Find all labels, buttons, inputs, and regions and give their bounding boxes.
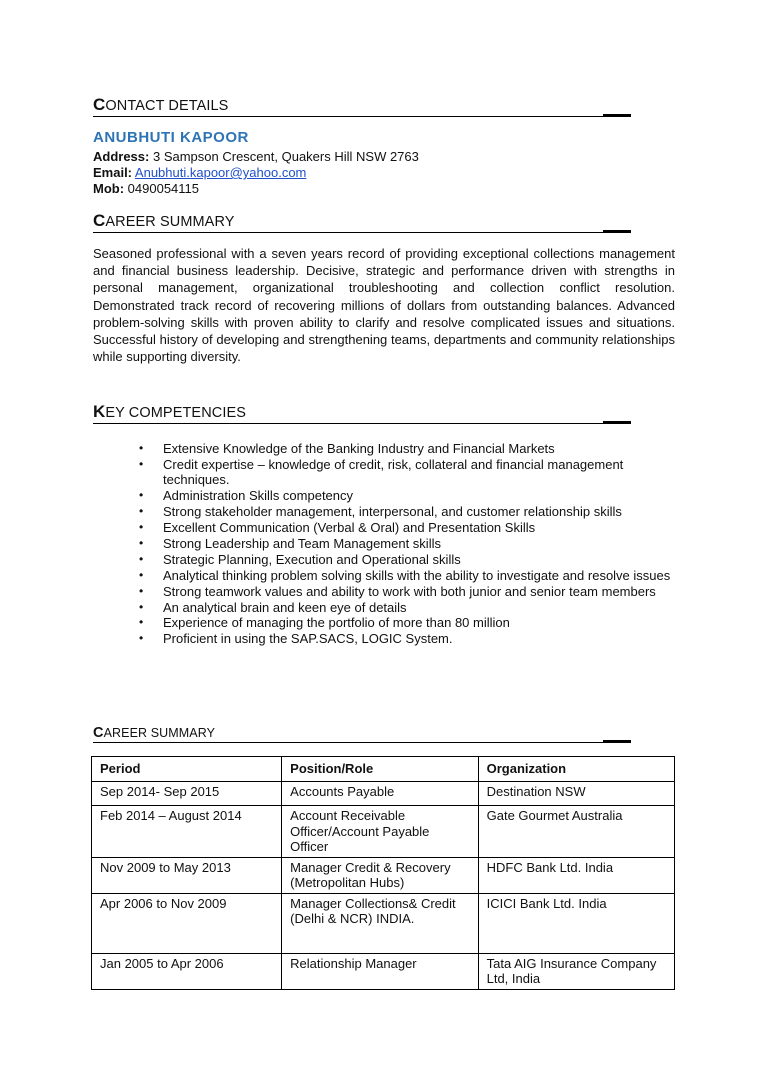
- table-row: [92, 806, 675, 858]
- list-item: • Strong teamwork values and ability to work with both junior and senior team members: [136, 584, 676, 599]
- table-header-row: [92, 757, 675, 782]
- column-header-position: Position/Role: [282, 757, 478, 782]
- address-line: Address: 3 Sampson Crescent, Quakers Hill NSW 2763: [93, 149, 419, 164]
- period-cell: Feb 2014 – August 2014: [92, 806, 282, 858]
- list-item: • Strong Leadership and Team Management skills: [136, 536, 676, 551]
- list-item: • Credit expertise – knowledge of credit, risk, collateral and financial management techniques.: [136, 457, 676, 488]
- list-item: • Extensive Knowledge of the Banking Industry and Financial Markets: [136, 441, 676, 456]
- heading-rule-accent: [603, 230, 631, 232]
- position-cell: Account Receivable Officer/Account Payable Officer: [282, 806, 478, 858]
- competencies-list: [136, 441, 676, 647]
- list-item: • Experience of managing the portfolio of more than 80 million: [136, 615, 676, 630]
- contact-details-heading: CONTACT DETAILS: [93, 96, 631, 117]
- column-header-period: Period: [92, 757, 282, 782]
- position-cell: Manager Credit & Recovery (Metropolitan Hubs): [282, 857, 478, 893]
- email-link[interactable]: Anubhuti.kapoor@yahoo.com: [134, 165, 307, 180]
- email-line: Email: Anubhuti.kapoor@yahoo.com: [93, 165, 307, 180]
- table-row: [92, 857, 675, 893]
- period-cell: Sep 2014- Sep 2015: [92, 782, 282, 806]
- table-row: [92, 953, 675, 989]
- heading-rule-accent: [603, 421, 631, 423]
- career-table: [91, 756, 675, 990]
- period-cell: Apr 2006 to Nov 2009: [92, 893, 282, 953]
- list-item: • An analytical brain and keen eye of details: [136, 600, 676, 615]
- candidate-name: ANUBHUTI KAPOOR: [93, 129, 249, 146]
- table-row: [92, 782, 675, 806]
- heading-rule-accent: [603, 740, 631, 742]
- period-cell: Nov 2009 to May 2013: [92, 857, 282, 893]
- list-item: • Proficient in using the SAP.SACS, LOGIC System.: [136, 631, 676, 646]
- column-header-organization: Organization: [478, 757, 674, 782]
- mob-line: Mob: 0490054115: [93, 181, 200, 196]
- organization-cell: Gate Gourmet Australia: [478, 806, 674, 858]
- organization-cell: ICICI Bank Ltd. India: [478, 893, 674, 953]
- table-row: [92, 893, 675, 953]
- career-summary-heading: CAREER SUMMARY: [93, 212, 631, 233]
- list-item: • Strategic Planning, Execution and Operational skills: [136, 552, 676, 567]
- organization-cell: Tata AIG Insurance Company Ltd, India: [478, 953, 674, 989]
- list-item: • Strong stakeholder management, interpersonal, and customer relationship skills: [136, 504, 676, 519]
- position-cell: Accounts Payable: [282, 782, 478, 806]
- heading-rule-accent: [603, 114, 631, 116]
- list-item: • Administration Skills competency: [136, 488, 676, 503]
- position-cell: Manager Collections& Credit (Delhi & NCR) INDIA.: [282, 893, 478, 953]
- career-table-heading: CAREER SUMMARY: [93, 726, 631, 743]
- list-item: • Analytical thinking problem solving skills with the ability to investigate and resolve issues: [136, 568, 676, 583]
- organization-cell: Destination NSW: [478, 782, 674, 806]
- position-cell: Relationship Manager: [282, 953, 478, 989]
- period-cell: Jan 2005 to Apr 2006: [92, 953, 282, 989]
- key-competencies-heading: KEY COMPETENCIES: [93, 403, 631, 424]
- career-summary-text: Seasoned professional with a seven years record of providing exceptional collections management and financial business leadership. Decisive, strategic and performance driven with strengths in personal management, organizational troubleshooting and collection conflict resolution. Demonstrated track record of recovering millions of dollars from outstanding balances. Advanced problem-solving skills with proven ability to clarify and resolve complicated issues and situations. Successful history of developing and strengthening teams, departments and community relationships while supporting diversity.: [93, 246, 675, 365]
- organization-cell: HDFC Bank Ltd. India: [478, 857, 674, 893]
- list-item: • Excellent Communication (Verbal & Oral) and Presentation Skills: [136, 520, 676, 535]
